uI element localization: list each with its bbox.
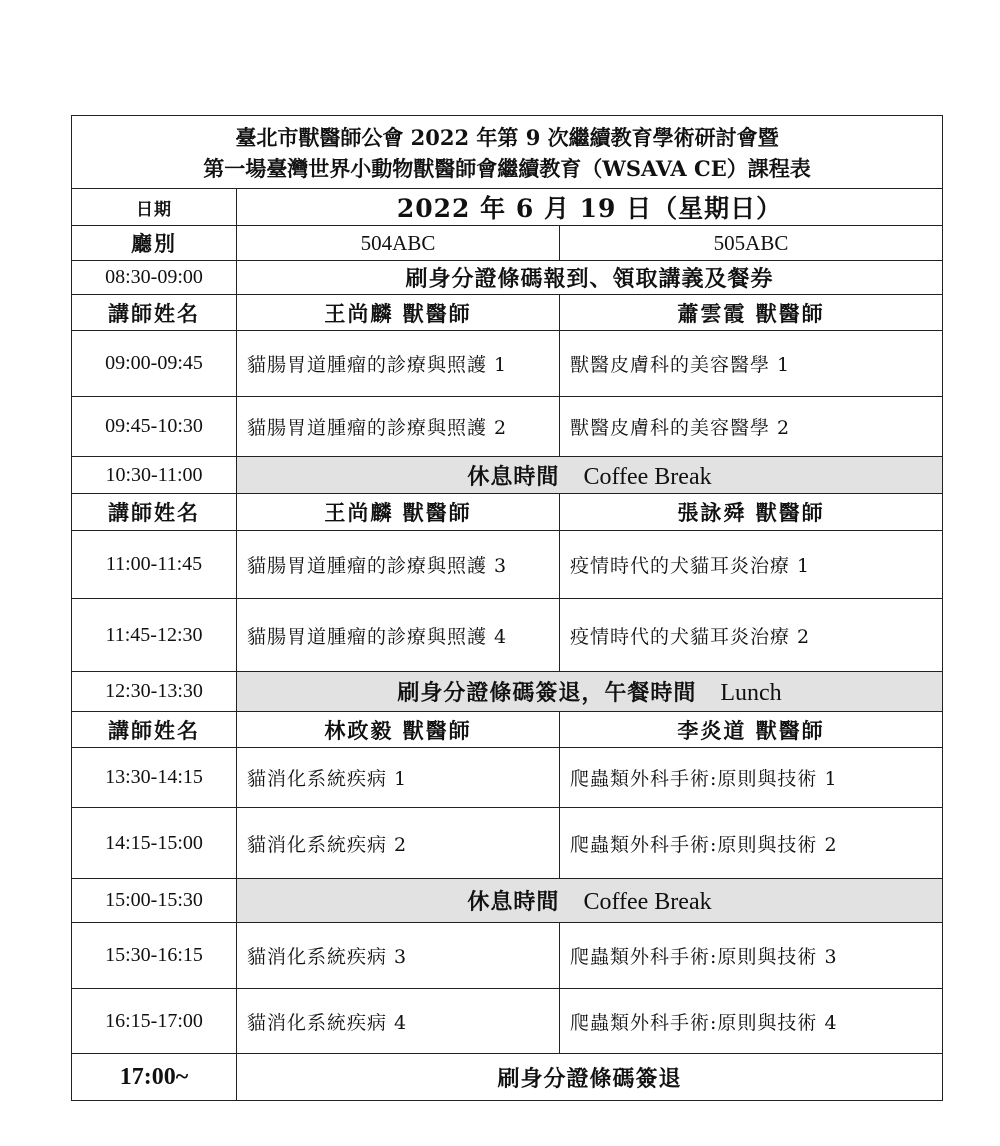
session-b: 爬蟲類外科手術:原則與技術 2 — [560, 808, 943, 879]
hall-b: 505ABC — [560, 226, 943, 261]
session-a: 貓消化系統疾病 2 — [237, 808, 560, 879]
session-a: 貓腸胃道腫瘤的診療與照護 2 — [237, 397, 560, 457]
session-time: 09:45-10:30 — [72, 397, 237, 457]
checkout-time: 17:00~ — [72, 1054, 237, 1101]
break-row-2 — [72, 879, 943, 923]
session-row — [72, 923, 943, 989]
lunch-cell — [237, 672, 943, 712]
break-time: 15:00-15:30 — [72, 879, 237, 923]
speaker-b: 張詠舜 獸醫師 — [560, 494, 943, 531]
session-row — [72, 599, 943, 672]
session-b: 獸醫皮膚科的美容醫學 2 — [560, 397, 943, 457]
checkout-text: 刷身分證條碼簽退 — [237, 1054, 943, 1101]
lunch-time: 12:30-13:30 — [72, 672, 237, 712]
session-time: 09:00-09:45 — [72, 331, 237, 397]
speaker-label: 講師姓名 — [72, 295, 237, 331]
registration-text: 刷身分證條碼報到、領取講義及餐券 — [237, 261, 943, 295]
title-cell — [72, 116, 943, 189]
speaker-row-2 — [72, 494, 943, 531]
checkout-row — [72, 1054, 943, 1101]
date-value: 2022 年 6 月 19 日（星期日） — [237, 189, 943, 226]
speaker-a: 王尚麟 獸醫師 — [237, 494, 560, 531]
break-text-en: Coffee Break — [583, 463, 712, 490]
hall-a: 504ABC — [237, 226, 560, 261]
registration-row — [72, 261, 943, 295]
speaker-b: 李炎道 獸醫師 — [560, 712, 943, 748]
session-time: 15:30-16:15 — [72, 923, 237, 989]
title-line-1: 臺北市獸醫師公會 2022 年第 9 次繼續教育學術研討會暨 — [235, 125, 779, 150]
session-b: 疫情時代的犬貓耳炎治療 1 — [560, 531, 943, 599]
session-a: 貓消化系統疾病 4 — [237, 989, 560, 1054]
speaker-a: 林政毅 獸醫師 — [237, 712, 560, 748]
lunch-text-en: Lunch — [720, 680, 782, 706]
title-row — [72, 116, 943, 189]
speaker-row-1 — [72, 295, 943, 331]
session-row — [72, 748, 943, 808]
break-text: 休息時間 — [467, 463, 560, 490]
session-a: 貓消化系統疾病 3 — [237, 923, 560, 989]
break-cell — [237, 457, 943, 494]
break-cell — [237, 879, 943, 923]
registration-time: 08:30-09:00 — [72, 261, 237, 295]
speaker-label: 講師姓名 — [72, 712, 237, 748]
hall-label: 廳別 — [72, 226, 237, 261]
session-time: 13:30-14:15 — [72, 748, 237, 808]
speaker-label: 講師姓名 — [72, 494, 237, 531]
lunch-row — [72, 672, 943, 712]
session-row — [72, 397, 943, 457]
break-text: 休息時間 — [467, 889, 560, 915]
lunch-text: 刷身分證條碼簽退，午餐時間 — [397, 680, 697, 706]
session-time: 14:15-15:00 — [72, 808, 237, 879]
title-line-2: 第一場臺灣世界小動物獸醫師會繼續教育（WSAVA CE）課程表 — [203, 156, 811, 181]
schedule-table — [71, 115, 943, 1101]
session-b: 獸醫皮膚科的美容醫學 1 — [560, 331, 943, 397]
speaker-row-3 — [72, 712, 943, 748]
session-time: 11:00-11:45 — [72, 531, 237, 599]
session-row — [72, 531, 943, 599]
break-time: 10:30-11:00 — [72, 457, 237, 494]
hall-row — [72, 226, 943, 261]
session-time: 11:45-12:30 — [72, 599, 237, 672]
date-row — [72, 189, 943, 226]
session-row — [72, 989, 943, 1054]
session-a: 貓腸胃道腫瘤的診療與照護 4 — [237, 599, 560, 672]
session-row — [72, 808, 943, 879]
session-b: 疫情時代的犬貓耳炎治療 2 — [560, 599, 943, 672]
break-text-en: Coffee Break — [583, 889, 712, 915]
session-a: 貓腸胃道腫瘤的診療與照護 3 — [237, 531, 560, 599]
session-b: 爬蟲類外科手術:原則與技術 1 — [560, 748, 943, 808]
session-row — [72, 331, 943, 397]
session-b: 爬蟲類外科手術:原則與技術 4 — [560, 989, 943, 1054]
session-b: 爬蟲類外科手術:原則與技術 3 — [560, 923, 943, 989]
speaker-b: 蕭雲霞 獸醫師 — [560, 295, 943, 331]
break-row-1 — [72, 457, 943, 494]
session-a: 貓消化系統疾病 1 — [237, 748, 560, 808]
session-a: 貓腸胃道腫瘤的診療與照護 1 — [237, 331, 560, 397]
speaker-a: 王尚麟 獸醫師 — [237, 295, 560, 331]
session-time: 16:15-17:00 — [72, 989, 237, 1054]
date-label: 日期 — [72, 189, 237, 226]
